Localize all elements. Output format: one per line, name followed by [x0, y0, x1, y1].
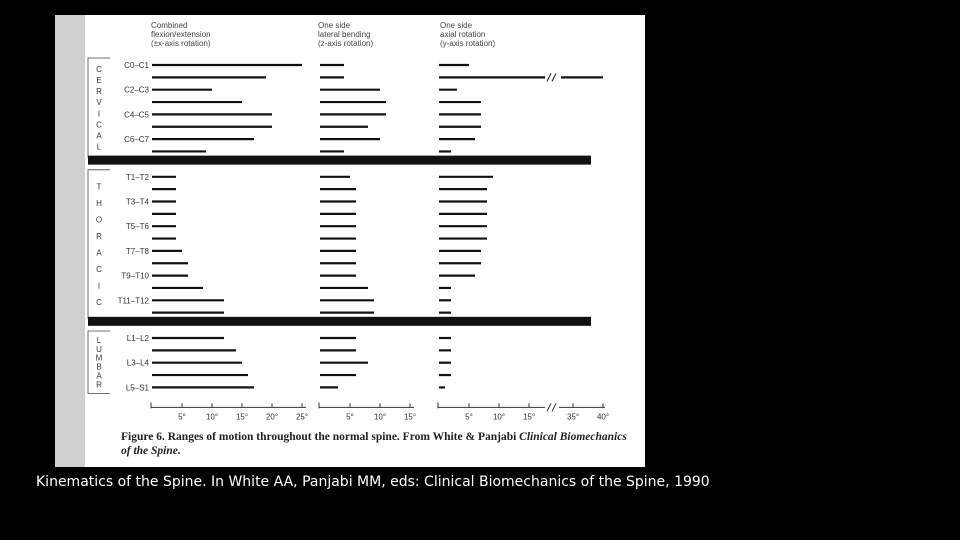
region-letter: H	[96, 198, 102, 208]
series-header-line: (z-axis rotation)	[318, 39, 374, 48]
axis-break-mark	[547, 403, 551, 411]
segment-label: C2–C3	[124, 85, 149, 95]
segment-label: T11–T12	[117, 296, 149, 306]
segment-label: C6–C7	[124, 135, 149, 145]
region-letter: L	[96, 142, 102, 152]
segment-label: C0–C1	[124, 61, 149, 70]
x-tick-label: 20°	[265, 412, 279, 422]
segment-label: T7–T8	[125, 246, 149, 256]
spine-motion-chart	[85, 15, 645, 467]
region-letter: C	[96, 265, 102, 275]
segment-label: T9–T10	[121, 271, 149, 281]
region-letter: C	[96, 120, 102, 130]
x-tick-label: 15°	[403, 412, 417, 422]
segment-label: L5–S1	[125, 383, 149, 393]
axis-break-mark	[552, 403, 556, 411]
axis-break-mark	[552, 73, 556, 81]
x-tick-label: 40°	[596, 412, 610, 422]
region-letter: L	[96, 335, 102, 345]
segment-label: L3–L4	[126, 358, 149, 368]
region-letter: V	[96, 98, 102, 108]
series-header-line: lateral bending	[318, 30, 371, 39]
region-letter: R	[96, 380, 102, 390]
figure-caption-text: Ranges of motion throughout the normal spine. From White & Panjabi	[167, 431, 517, 443]
segment-label: T3–T4	[125, 197, 149, 207]
x-tick-label: 5°	[465, 412, 473, 422]
segment-label: C4–C5	[124, 110, 149, 120]
series-header-line: (±x-axis rotation)	[151, 39, 211, 48]
series-header-line: One side	[318, 21, 351, 30]
region-separator	[88, 156, 591, 165]
figure-panel	[55, 15, 645, 467]
region-letter: I	[97, 109, 101, 119]
slide-caption: Kinematics of the Spine. In White AA, Panjabi MM, eds: Clinical Biomechanics of the Spine, 1990	[36, 474, 710, 490]
region-letter: E	[96, 76, 102, 86]
figure-caption	[121, 430, 631, 458]
region-letter: O	[95, 215, 103, 225]
region-letter: C	[96, 298, 102, 308]
region-letter: C	[96, 65, 102, 75]
region-letter: M	[95, 353, 103, 363]
figure-caption-italic: Clinical Biomechanics of the Spine.	[121, 431, 627, 457]
axis-break-mark	[547, 73, 551, 81]
region-letter: R	[96, 87, 102, 97]
region-letter: U	[96, 344, 102, 354]
series-header-line: One side	[440, 21, 473, 30]
series-header-line: Combined	[151, 21, 188, 30]
region-separator	[88, 317, 591, 326]
segment-label: T5–T6	[125, 222, 149, 232]
series-header-line: (y-axis rotation)	[440, 39, 496, 48]
region-bracket	[88, 170, 110, 319]
x-tick-label: 10°	[492, 412, 506, 422]
figure-caption-label: Figure 6.	[121, 431, 165, 443]
region-letter: R	[96, 231, 102, 241]
region-letter: B	[96, 362, 102, 372]
region-letter: I	[97, 281, 101, 291]
segment-label: L1–L2	[126, 334, 149, 343]
region-letter: A	[96, 371, 102, 381]
x-tick-label: 25°	[295, 412, 309, 422]
region-letter: T	[96, 182, 102, 192]
x-tick-label: 10°	[373, 412, 387, 422]
series-header-line: axial rotation	[440, 30, 486, 39]
series-header-line: flexion/extension	[151, 30, 211, 39]
x-tick-label: 5°	[346, 412, 354, 422]
region-letter: A	[96, 248, 102, 258]
x-tick-label: 15°	[522, 412, 536, 422]
region-letter: A	[96, 131, 102, 141]
x-tick-label: 15°	[235, 412, 249, 422]
x-tick-label: 5°	[178, 412, 186, 422]
segment-label: T1–T2	[125, 172, 149, 182]
x-tick-label: 35°	[566, 412, 580, 422]
x-tick-label: 10°	[205, 412, 219, 422]
